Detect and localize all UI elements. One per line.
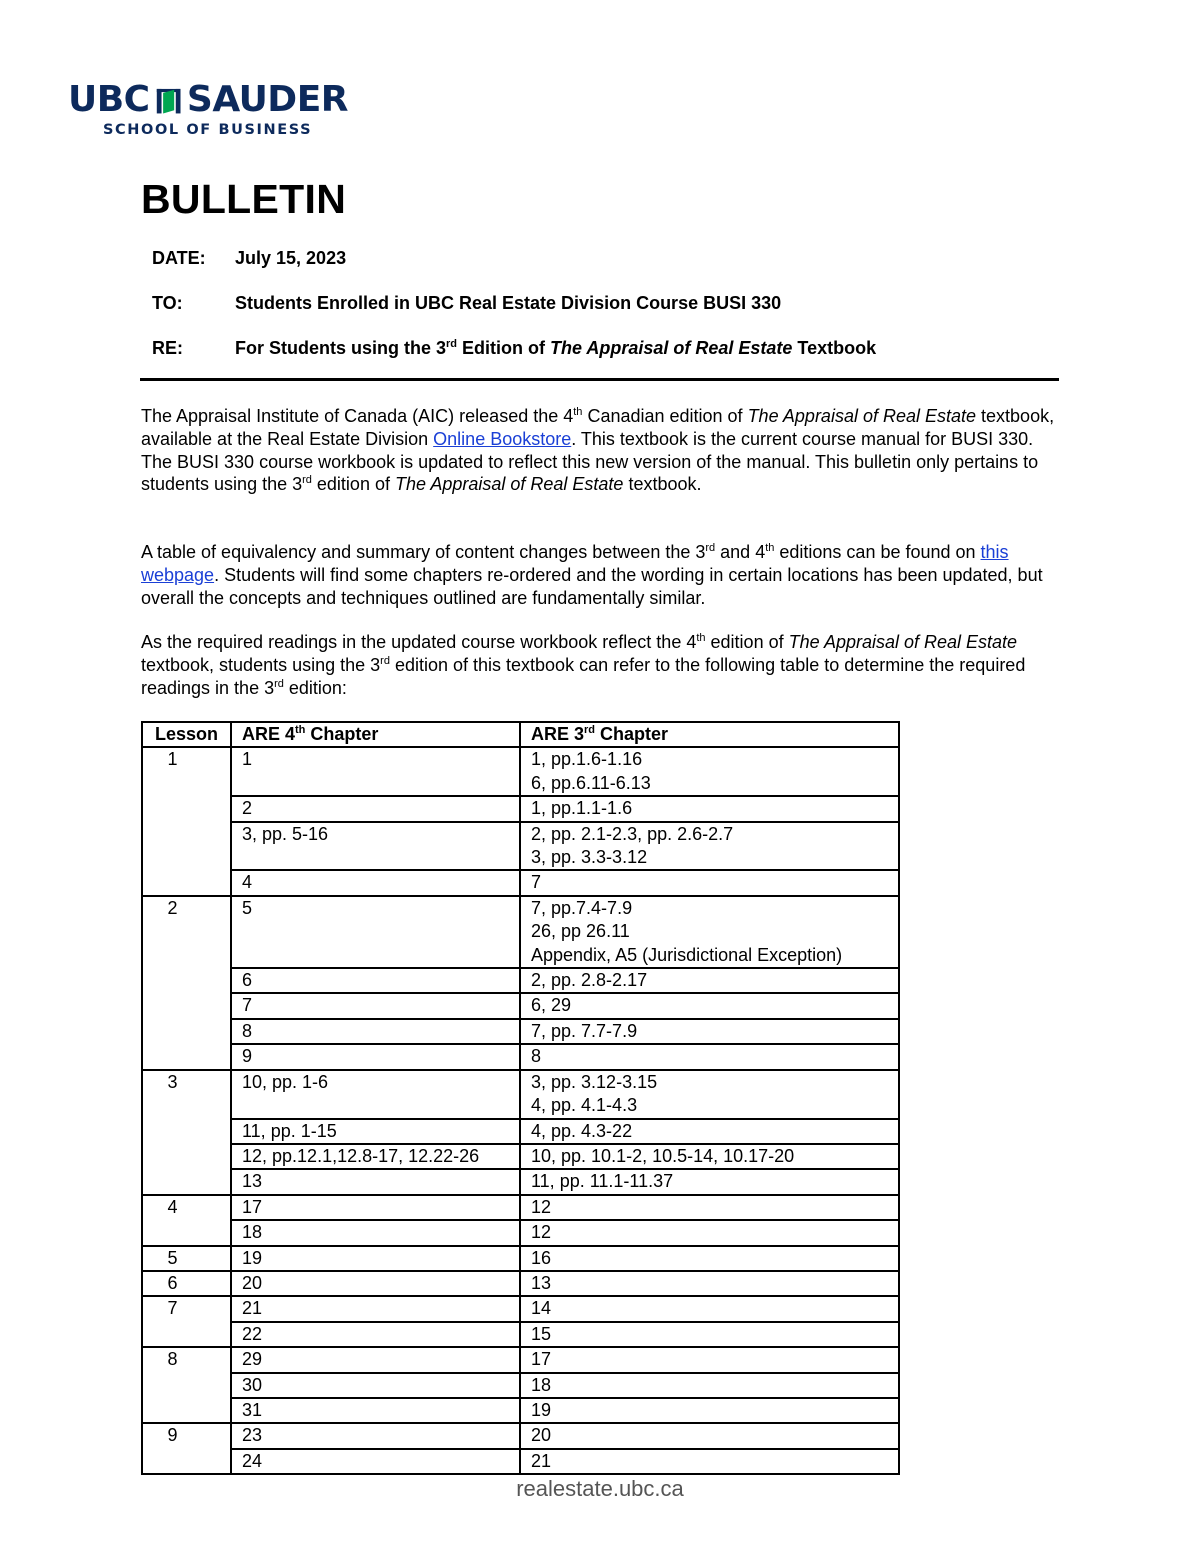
p3-text-c: textbook, students using the 3 [141,654,381,675]
re-label: RE: [152,338,183,358]
to-label: TO: [152,293,183,313]
lesson-cell: 3 [142,1070,231,1195]
date-value: July 15, 2023 [235,248,347,268]
cell-line: 10, pp. 1-6 [242,1071,329,1092]
are4-chapter-cell [231,1296,520,1321]
cell-line: 7 [242,995,253,1016]
table-row [142,1220,899,1245]
cell-line: 14 [531,1298,552,1319]
are3-chapter-cell [520,1119,899,1144]
cell-line: 3, pp. 3.12-3.15 [531,1071,658,1092]
p2-sup-1: rd [705,542,716,554]
date-label: DATE: [152,248,206,268]
cell-line: 8 [242,1020,253,1041]
are3-chapter-cell [520,822,899,871]
are4-chapter-cell [231,1169,520,1194]
cell-line: 18 [242,1222,263,1243]
are4-chapter-cell [231,796,520,821]
p3-sup-1: th [696,632,706,644]
p3-book-title: The Appraisal of Real Estate [788,632,1018,652]
header-are4-sup: th [295,724,306,736]
p1-book-title-2: The Appraisal of Real Estate [394,474,624,495]
re-sup: rd [446,338,458,350]
p3-sup-3: rd [274,677,284,690]
p2-sup-2: th [765,542,775,554]
header-lesson: Lesson [142,722,231,747]
table-row [142,1271,899,1296]
re-text-2: Edition of [457,338,550,358]
are3-chapter-cell [520,1169,899,1194]
header-are3 [520,722,899,747]
are3-chapter-cell [520,1449,899,1474]
cell-line: 13 [242,1171,263,1192]
are3-chapter-cell [520,1373,899,1398]
cell-line: 3, pp. 3.3-3.12 [531,847,648,868]
cell-line: 6, pp.6.11-6.13 [531,772,651,793]
p3-sup-2: rd [380,654,390,667]
p2-text-a: A table of equivalency and summary of content changes between the 3 [141,542,706,562]
table-row [142,1398,899,1423]
are4-chapter-cell [231,1070,520,1119]
are4-chapter-cell [231,1423,520,1448]
table-row [142,1169,899,1194]
are3-chapter-cell [520,1296,899,1321]
are3-chapter-cell [520,993,899,1018]
cell-line: Appendix, A5 (Jurisdictional Exception) [531,944,843,965]
cell-line: 1 [242,749,253,770]
are4-chapter-cell [231,1119,520,1144]
header-are4-text: ARE 4 [242,724,296,744]
are4-chapter-cell [231,1398,520,1423]
are4-chapter-cell [231,1373,520,1398]
p3-text-b: edition of [705,632,789,652]
cell-line: 1, pp.1.6-1.16 [531,749,643,770]
table-row [142,993,899,1018]
p1-text-b: Canadian edition of [582,406,748,426]
lesson-cell: 7 [142,1296,231,1347]
are3-chapter-cell [520,796,899,821]
logo-ubc-text: UBC [68,79,150,120]
ubc-sauder-logo [68,80,348,142]
cell-line: 7, pp. 7.7-7.9 [531,1020,638,1041]
table-row [142,1449,899,1474]
table-row [142,1246,899,1271]
lesson-cell: 4 [142,1195,231,1246]
cell-line: 12 [531,1222,552,1243]
cell-line: 23 [242,1425,263,1446]
cell-line: 4, pp. 4.3-22 [531,1120,633,1141]
p1-text-a: The Appraisal Institute of Canada (AIC) released the 4 [141,406,574,426]
p3-text-a: As the required readings in the updated course workbook reflect the 4 [141,632,697,652]
re-value [235,338,876,359]
paragraph-equivalency [141,541,1066,609]
are4-chapter-cell [231,822,520,871]
cell-line: 22 [242,1323,263,1344]
table-row [142,1373,899,1398]
table-row [142,896,899,968]
lesson-cell: 1 [142,747,231,895]
header-divider [140,378,1059,381]
re-book-title: The Appraisal of Real Estate [550,338,793,358]
are3-chapter-cell [520,896,899,968]
lesson-cell: 9 [142,1423,231,1474]
lesson-cell: 8 [142,1347,231,1423]
table-body [142,747,899,1474]
cell-line: 4, pp. 4.1-4.3 [531,1095,638,1116]
cell-line: 20 [531,1425,552,1446]
are4-chapter-cell [231,1195,520,1220]
cell-line: 8 [531,1046,542,1067]
p2-text-c: editions can be found on [774,542,981,562]
paragraph-intro [141,405,1066,496]
cell-line: 11, pp. 1-15 [242,1120,337,1141]
are4-chapter-cell [231,1246,520,1271]
are3-chapter-cell [520,1044,899,1069]
cell-line: 19 [531,1399,552,1420]
header-are3-suffix: Chapter [595,724,669,744]
cell-line: 5 [242,897,253,918]
header-are3-sup: rd [584,724,596,736]
table-row [142,1195,899,1220]
header-are3-text: ARE 3 [531,724,585,744]
table-row [142,747,899,796]
cell-line: 2 [242,798,253,819]
are3-chapter-cell [520,1070,899,1119]
cell-line: 30 [242,1374,263,1395]
table-row [142,968,899,993]
are3-chapter-cell [520,968,899,993]
are3-chapter-cell [520,1220,899,1245]
cell-line: 18 [531,1374,552,1395]
cell-line: 29 [242,1349,263,1370]
p1-book-title-1: The Appraisal of Real Estate [747,406,977,426]
p1-text-f: textbook. [623,474,702,495]
are4-chapter-cell [231,1044,520,1069]
table-row [142,1423,899,1448]
cell-line: 31 [242,1399,263,1420]
p1-text-d: . This textbook is the current course manual for BUSI 330. The BUSI 330 course workbook is updated to reflect this new version of the manual. This bulletin only pertains to students using the 3 [141,428,1039,495]
cell-line: 11, pp. 11.1-11.37 [531,1171,674,1192]
table-row [142,822,899,871]
are4-chapter-cell [231,993,520,1018]
are4-chapter-cell [231,1347,520,1372]
lesson-cell: 5 [142,1246,231,1271]
table-row [142,1144,899,1169]
p1-text-e: edition of [311,474,395,495]
cell-line: 7 [531,872,542,893]
cell-line: 6 [242,970,253,991]
p2-text-d: . Students will find some chapters re-ordered and the wording in certain locations has been updated, but overall the concepts and techniques outlined are fundamentally similar. [141,564,1043,608]
are4-chapter-cell [231,870,520,895]
table-header-row [142,722,899,747]
p2-text-b: and 4 [715,542,766,562]
are4-chapter-cell [231,1144,520,1169]
p3-text-d: edition of this textbook can refer to the following table to determine the required readings in the 3 [141,654,1026,698]
are3-chapter-cell [520,1322,899,1347]
logo-gate-icon [156,83,181,117]
cell-line: 21 [531,1450,552,1471]
are3-chapter-cell [520,1246,899,1271]
table-row [142,1347,899,1372]
cell-line: 2, pp. 2.1-2.3, pp. 2.6-2.7 [531,823,734,844]
are4-chapter-cell [231,1322,520,1347]
table-row [142,1322,899,1347]
this-webpage-link[interactable]: this webpage [141,542,1009,585]
are3-chapter-cell [520,1019,899,1044]
are4-chapter-cell [231,896,520,968]
re-text-1: For Students using the 3 [235,338,447,358]
are3-chapter-cell [520,1347,899,1372]
table-row [142,1296,899,1321]
logo-wordmark [68,80,348,120]
cell-line: 7, pp.7.4-7.9 [531,897,633,918]
cell-line: 4 [242,872,253,893]
are3-chapter-cell [520,1423,899,1448]
cell-line: 21 [242,1298,263,1319]
are4-chapter-cell [231,1019,520,1044]
cell-line: 16 [531,1247,552,1268]
cell-line: 12 [531,1196,552,1217]
cell-line: 17 [242,1196,263,1217]
cell-line: 2, pp. 2.8-2.17 [531,970,648,991]
re-text-3: Textbook [792,338,877,358]
cell-line: 9 [242,1046,253,1067]
footer-url: realestate.ubc.ca [516,1476,684,1501]
online-bookstore-link[interactable]: Online Bookstore [433,428,572,449]
are4-chapter-cell [231,747,520,796]
table-row [142,1019,899,1044]
cell-line: 6, 29 [531,995,572,1016]
are3-chapter-cell [520,1195,899,1220]
cell-line: 24 [242,1450,263,1471]
header-are4 [231,722,520,747]
lesson-cell: 2 [142,896,231,1070]
lesson-cell: 6 [142,1271,231,1296]
to-value: Students Enrolled in UBC Real Estate Division Course BUSI 330 [235,293,782,313]
cell-line: 3, pp. 5-16 [242,823,329,844]
cell-line: 17 [531,1349,552,1370]
p1-sup-2: rd [302,474,312,487]
cell-line: 13 [531,1272,552,1293]
table-row [142,870,899,895]
table-row [142,1044,899,1069]
cell-line: 12, pp.12.1,12.8-17, 12.22-26 [242,1145,480,1166]
table-row [142,796,899,821]
cell-line: 15 [531,1323,552,1344]
paragraph-readings [141,631,1066,699]
are4-chapter-cell [231,968,520,993]
are3-chapter-cell [520,1144,899,1169]
cell-line: 1, pp.1.1-1.6 [531,798,633,819]
cell-line: 26, pp 26.11 [531,921,630,942]
p3-text-e: edition: [283,677,347,698]
are3-chapter-cell [520,747,899,796]
page-title: BULLETIN [141,176,347,222]
table-row [142,1070,899,1119]
p1-sup-1: th [573,406,583,418]
are4-chapter-cell [231,1220,520,1245]
p1-text-c: textbook, available at the Real Estate Division [141,406,1055,449]
table-row [142,1119,899,1144]
header-are4-suffix: Chapter [305,724,379,744]
cell-line: 20 [242,1272,263,1293]
are4-chapter-cell [231,1449,520,1474]
logo-subtitle: SCHOOL OF BUSINESS [103,122,313,138]
cell-line: 10, pp. 10.1-2, 10.5-14, 10.17-20 [531,1145,795,1166]
chapter-equivalency-table [141,721,900,1475]
cell-line: 19 [242,1247,263,1268]
are3-chapter-cell [520,1398,899,1423]
logo-sauder-text: SAUDER [186,79,348,120]
are3-chapter-cell [520,1271,899,1296]
are4-chapter-cell [231,1271,520,1296]
are3-chapter-cell [520,870,899,895]
